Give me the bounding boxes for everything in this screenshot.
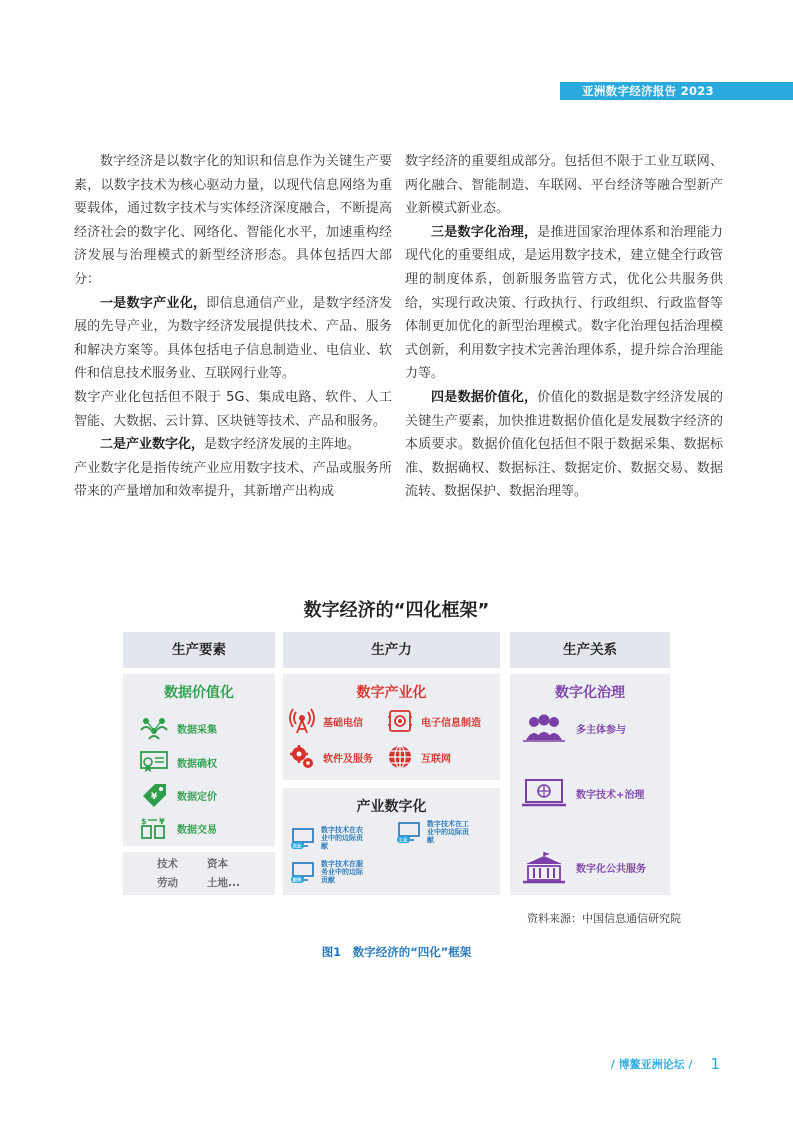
item-label: 数据定价 — [177, 791, 217, 803]
globe-icon — [387, 744, 413, 770]
data-value-title: 数据价值化 — [164, 685, 234, 701]
data-trading-item — [139, 816, 217, 840]
digital-industrialization-panel — [283, 674, 500, 780]
industrial-digitalization-title: 产业数字化 — [356, 799, 427, 815]
public-service-item — [520, 850, 646, 884]
paragraph-text: 是数字经济发展的主阵地。 — [204, 437, 361, 453]
svg-text:¥: ¥ — [159, 817, 165, 826]
tag-services: 服务 — [292, 878, 302, 883]
paragraph-text: 价值化的数据是数字经济发展的关键生产要素，加快推进数据价值化是发展数字经济的本质要求。数据价值化包括但不限于数据采集、数据标准、数据确权、数据标注、数据定价、数据交易、数据流转、数据保护、数据治理等。 — [405, 389, 723, 500]
traditional-factors-panel — [123, 852, 275, 895]
industrial-digitalization-panel — [283, 788, 500, 895]
item-label: 数字技术在工业中的边际贡献 — [427, 820, 469, 844]
report-title-bar — [560, 82, 793, 100]
paragraph — [405, 386, 723, 504]
telecom-item — [289, 708, 363, 734]
monitor-agriculture-icon — [291, 827, 317, 849]
group-people-icon — [520, 714, 568, 742]
item-label: 基础电信 — [323, 717, 363, 729]
item-label: 互联网 — [421, 753, 451, 765]
people-network-icon — [139, 716, 169, 740]
paragraph-lead: 二是产业数字化， — [100, 437, 205, 453]
factor-land: 土地... — [207, 877, 240, 889]
figure-source: 资料来源：中国信息通信研究院 — [527, 912, 681, 925]
software-item — [289, 744, 373, 770]
data-value-panel — [123, 674, 275, 846]
svg-text:$: $ — [141, 817, 147, 826]
paragraph: 产业数字化是指传统产业应用数字技术、产品或服务所带来的产量增加和效率提升，其新增产出构成 — [74, 460, 392, 500]
header-production-relations: 生产关系 — [510, 632, 670, 668]
paragraph — [405, 221, 723, 386]
page-footer — [611, 1055, 720, 1073]
internet-item — [387, 744, 451, 770]
paragraph-lead: 一是数字产业化， — [100, 295, 207, 311]
item-label: 数据采集 — [177, 724, 217, 736]
item-label: 数字化公共服务 — [576, 863, 646, 875]
multi-party-item — [520, 714, 626, 742]
tag-agriculture: 农业 — [292, 844, 302, 849]
report-title: 亚洲数字经济报告 2023 — [582, 84, 714, 98]
data-collect-item — [139, 716, 217, 740]
digital-governance-panel — [510, 674, 670, 895]
item-label: 数字技术在农业中的边际贡献 — [321, 826, 363, 850]
paragraph — [74, 292, 392, 386]
item-label: 数据交易 — [177, 824, 217, 836]
item-label: 数字技术+治理 — [576, 789, 645, 801]
agriculture-contribution-item — [291, 826, 369, 850]
electronics-item — [387, 708, 481, 734]
paragraph-text: 是推进国家治理体系和治理能力现代化的重要组成，是运用数字技术，建立健全行政管理的制度体系，创新服务监管方式，优化公共服务供给，实现行政决策、行政执行、行政组织、行政监督等体制更加优化的新型治理模式。数字化治理包括治理模式创新，利用数字技术完善治理体系，提升综合治理能力等。 — [405, 224, 723, 382]
data-pricing-item — [139, 782, 217, 808]
monitor-services-icon — [291, 861, 317, 883]
services-contribution-item — [291, 860, 369, 884]
header-productivity: 生产力 — [283, 632, 500, 668]
paragraph: 数字产业化包括但不限于 5G、集成电路、软件、人工智能、大数据、云计算、区块链等技术、产品和服务。 — [74, 389, 392, 429]
paragraph: 数字经济是以数字化的知识和信息作为关键生产要素，以数字技术为核心驱动力量，以现代信息网络为重要载体，通过数字技术与实体经济深度融合，不断提高经济社会的数字化、网络化、智能化水平，加速重构经济发展与治理模式的新型经济形态。具体包括四大部分： — [74, 154, 392, 287]
tag-industry: 工业 — [398, 838, 408, 843]
figure-title: 数字经济的“四化框架” — [303, 600, 490, 621]
laptop-globe-icon — [520, 778, 568, 808]
header-production-factors: 生产要素 — [123, 632, 275, 668]
certificate-icon — [139, 750, 169, 774]
factor-labor: 劳动 — [157, 877, 178, 889]
svg-text:¥: ¥ — [151, 792, 158, 802]
forum-name: / 博鳌亚洲论坛 / — [610, 1058, 693, 1071]
item-label: 多主体参与 — [576, 724, 626, 736]
digital-governance-title: 数字化治理 — [555, 685, 625, 701]
digital-industrialization-title: 数字产业化 — [356, 685, 427, 701]
factor-capital: 资本 — [207, 858, 228, 870]
figure-caption: 图1 数字经济的“四化”框架 — [321, 945, 472, 959]
paragraph-text: 即信息通信产业，是数字经济发展的先导产业，为数字经济发展提供技术、产品、服务和解决方案等。具体包括电子信息制造业、电信业、软件和信息技术服务业、互联网行业等。 — [74, 295, 392, 382]
signal-tower-icon — [289, 708, 315, 734]
monitor-industry-icon — [397, 821, 423, 843]
item-label: 数字技术在服务业中的边际贡献 — [321, 860, 363, 884]
item-label: 电子信息制造 — [421, 717, 481, 729]
item-label: 数据确权 — [177, 758, 217, 770]
paragraph — [74, 433, 392, 457]
left-column — [74, 150, 392, 504]
paragraph-lead: 三是数字化治理， — [431, 224, 538, 240]
item-label: 软件及服务 — [323, 753, 373, 765]
currency-exchange-icon — [139, 816, 169, 840]
factor-technology: 技术 — [157, 858, 178, 870]
gears-icon — [289, 744, 315, 770]
paragraph-lead: 四是数据价值化， — [431, 389, 538, 405]
paragraph: 数字经济的重要组成部分。包括但不限于工业互联网、两化融合、智能制造、车联网、平台经济等融合型新产业新模式新业态。 — [405, 154, 723, 217]
government-building-icon — [520, 850, 568, 884]
industry-contribution-item — [397, 820, 475, 844]
price-tag-icon — [139, 782, 169, 808]
page-number: 1 — [710, 1055, 720, 1073]
data-ownership-item — [139, 750, 217, 774]
right-column — [405, 150, 723, 504]
four-pillar-framework-figure — [123, 632, 670, 895]
tech-governance-item — [520, 778, 644, 808]
circuit-chip-icon — [387, 708, 413, 734]
